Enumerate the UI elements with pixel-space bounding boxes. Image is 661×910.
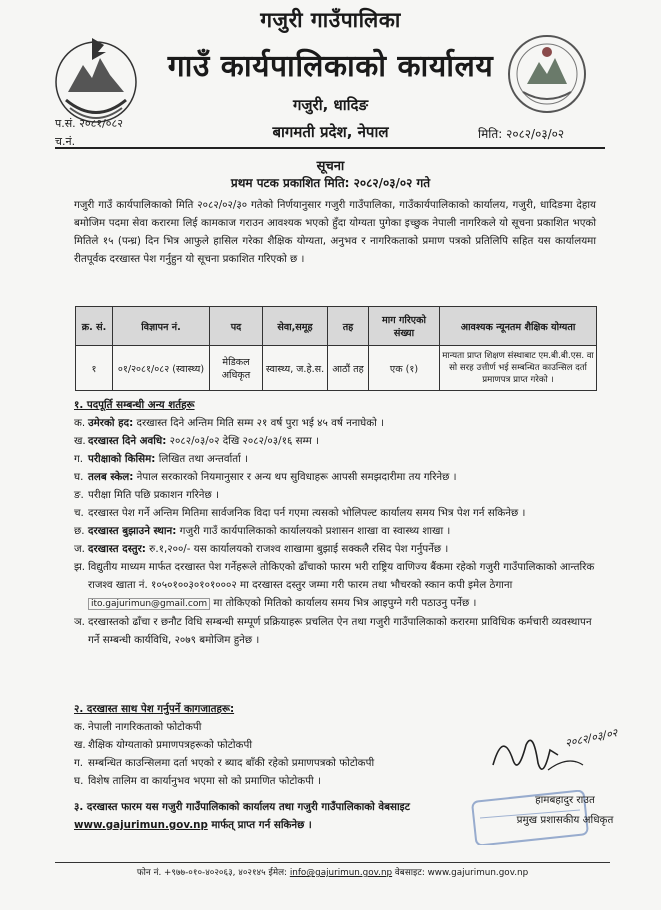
notice-title: सूचना xyxy=(316,159,345,174)
list-item: ज. दरखास्त दस्तुर: रु.१,२००/- यस कार्यालयको राजश्व शाखामा बुझाई सक्कलै रसिद पेश गर्नुपर्नेछ । xyxy=(74,543,449,555)
col-header-ad-no: विज्ञापन नं. xyxy=(113,307,210,346)
reference-number: प.सं. २०८१/०८२ xyxy=(55,117,123,130)
form-availability-note: ३. दरखास्त फारम यस गजुरी गाउँपालिकाको कार्यालय तथा गजुरी गाउँपालिकाको वेबसाइट www.gajurimun.gov.np मार्फत् प्राप्त गर्न सकिनेछ । xyxy=(74,801,410,831)
province-country: बागमती प्रदेश, नेपाल xyxy=(272,123,389,141)
cell-post: मेडिकल अधिकृत xyxy=(210,346,263,391)
list-item: ग. सम्बन्धित काउन्सिलमा दर्ता भएको र ब्याद बाँकी रहेको प्रमाणपत्रको फोटोकपी xyxy=(74,757,375,769)
website-link[interactable]: www.gajurimun.gov.np xyxy=(74,819,208,831)
footer-divider xyxy=(55,862,610,863)
list-item: घ. विशेष तालिम वा कार्यानुभव भएमा सो को प्रमाणित फोटोकपी । xyxy=(74,775,321,787)
signatory-title: प्रमुख प्रशासकीय अधिकृत xyxy=(516,814,614,826)
col-header-count: माग गरिएको संख्या xyxy=(369,307,440,346)
application-email-link[interactable]: ito.gajurimun@gmail.com xyxy=(88,598,210,610)
letter-date: मिति: २०८२/०३/०२ xyxy=(478,127,565,141)
col-header-sn: क्र. सं. xyxy=(76,307,113,346)
list-item: च. दरखास्त पेश गर्ने अन्तिम मितिमा सार्वजनिक विदा पर्न गएमा त्यसको भोलिपल्ट कार्यालय समय भित्र पेश गर्न सकिनेछ । xyxy=(74,507,526,519)
cell-qualification: मान्यता प्राप्त शिक्षण संस्थाबाट एम.बी.बी.एस. वा सो सरह उत्तीर्ण भई सम्बन्धित काउन्सिल दर्ता प्रमाणपत्र प्राप्त गरेको । xyxy=(440,346,597,391)
cell-count: एक (१) xyxy=(369,346,440,391)
dispatch-number: च.नं. xyxy=(55,135,76,148)
conditions-section xyxy=(74,396,598,649)
col-header-post: पद xyxy=(210,307,263,346)
table-header-row xyxy=(76,307,597,346)
section-heading: २. दरखास्त साथ पेश गर्नुपर्ने कागजातहरू: xyxy=(74,703,235,715)
header-divider xyxy=(55,147,605,149)
col-header-service-group: सेवा,समूह xyxy=(263,307,328,346)
cell-service-group: स्वास्थ्य, ज.हे.स. xyxy=(263,346,328,391)
col-header-level: तह xyxy=(328,307,369,346)
list-item: छ. दरखास्त बुझाउने स्थान: गजुरी गाउँ कार्यपालिकाको कार्यालयको प्रशासन शाखा वा स्वास्थ्य शाखा । xyxy=(74,525,451,537)
list-item: क. नेपाली नागरिकताको फोटोकपी xyxy=(74,721,202,733)
vacancy-table xyxy=(75,306,597,391)
list-item: ख. शैक्षिक योग्यताको प्रमाणपत्रहरूको फोटोकपी xyxy=(74,739,252,751)
municipality-name: गजुरी गाउँपालिका xyxy=(260,8,401,32)
col-header-qualification: आवश्यक न्यूनतम शैक्षिक योग्यता xyxy=(440,307,597,346)
notice-body: गजुरी गाउँ कार्यपालिकाको मिति २०८२/०२/३० गतेको निर्णयानुसार गजुरी गाउँपालिका, गाउँकार्यपालिकाको कार्यालय, गजुरी, धादिङमा देहाय बमोजिम पदमा सेवा करारमा लिई कामकाज गराउन आवश्यक भएको हुँदा योग्यता पुगेका इच्छुक नेपाली नागरिकले यो सूचना प्रकाशित भएको मितिले १५ (पन्ध्र) दिन भित्र आफुले हासिल गरेका शैक्षिक योग्यता, अनुभव र नागरिकताको प्रमाण पत्रको प्रतिलिपि सहित यस कार्यालयमा रीतपूर्वक दरखास्त पेश गर्नुहुन यो सूचना प्रकाशित गरिएको छ । xyxy=(74,199,596,265)
table-row xyxy=(76,346,597,391)
signature-date: २०८२/०३/०२ xyxy=(563,726,619,750)
footer-email-link[interactable]: info@gajurimun.gov.np xyxy=(289,868,393,878)
list-item: क. उमेरको हद: दरखास्त दिने अन्तिम मिति सम्म २१ वर्ष पुरा भई ४५ वर्ष ननाघेको । xyxy=(74,417,385,429)
office-location: गजुरी, धादिङ xyxy=(292,96,369,114)
footer-contact: फोन नं. +९७७-०१०-४०२०६३, ४०२१४५ ईमेल: info@gajurimun.gov.np वेबसाइट: www.gajurimun.gov.np xyxy=(136,868,529,878)
cell-sn: १ xyxy=(76,346,113,391)
office-name: गाउँ कार्यपालिकाको कार्यालय xyxy=(167,49,494,84)
handwritten-signature xyxy=(488,725,633,785)
cell-level: आठौं तह xyxy=(328,346,369,391)
notice-subtitle: प्रथम पटक प्रकाशित मिति: २०८२/०३/०२ गते xyxy=(230,176,431,190)
list-item: ङ. परीक्षा मिति पछि प्रकाशन गरिनेछ । xyxy=(74,489,219,501)
list-item: झ. विद्युतीय माध्यम मार्फत दरखास्त पेश गर्नेहरूले तोकिएको ढाँचाको फारम भरी राष्ट्रिय वाणिज्य बैंकमा रहेको गजुरी गाउँपालिकाको आन्तरिक राजश्व खाता नं. १०५०१००३०१०१०००२ मा दरखास्त दस्तुर जम्मा गरी फारम तथा भौचरको स्कान कपी इमेल ठेगाना ito.gajurimun@gmail.com मा तोकिएको मितिको कार्यालय समय भित्र आइपुग्ने गरी पठाउनु पर्नेछ । xyxy=(74,561,595,609)
list-item: घ. तलब स्केल: नेपाल सरकारको नियमानुसार र अन्य थप सुविधाहरू आपसी समझदारीमा तय गरिनेछ । xyxy=(74,471,457,483)
documents-section xyxy=(74,700,454,790)
section-heading: १. पदपूर्ति सम्बन्धी अन्य शर्तहरू xyxy=(74,399,195,411)
list-item: ग. परीक्षाको किसिम: लिखित तथा अन्तर्वार्ता । xyxy=(74,453,248,465)
list-item: ख. दरखास्त दिने अवधि: २०८२/०३/०२ देखि २०८२/०३/१६ सम्म । xyxy=(74,435,319,447)
signatory-name: हामबहादुर राउत xyxy=(535,794,595,806)
cell-ad-no: ०१/२०८१/०८२ (स्वास्थ्य) xyxy=(113,346,210,391)
footer-website-link[interactable]: www.gajurimun.gov.np xyxy=(427,868,529,878)
list-item: ञ. दरखास्तको ढाँचा र छनौट विधि सम्बन्धी सम्पूर्ण प्रक्रियाहरू प्रचलित ऐन तथा गजुरी गाउँपालिकाको करारमा प्राविधिक कर्मचारी व्यवस्थापन गर्ने सम्बन्धी कार्यविधि, २०७९ बमोजिम हुनेछ । xyxy=(74,616,592,646)
